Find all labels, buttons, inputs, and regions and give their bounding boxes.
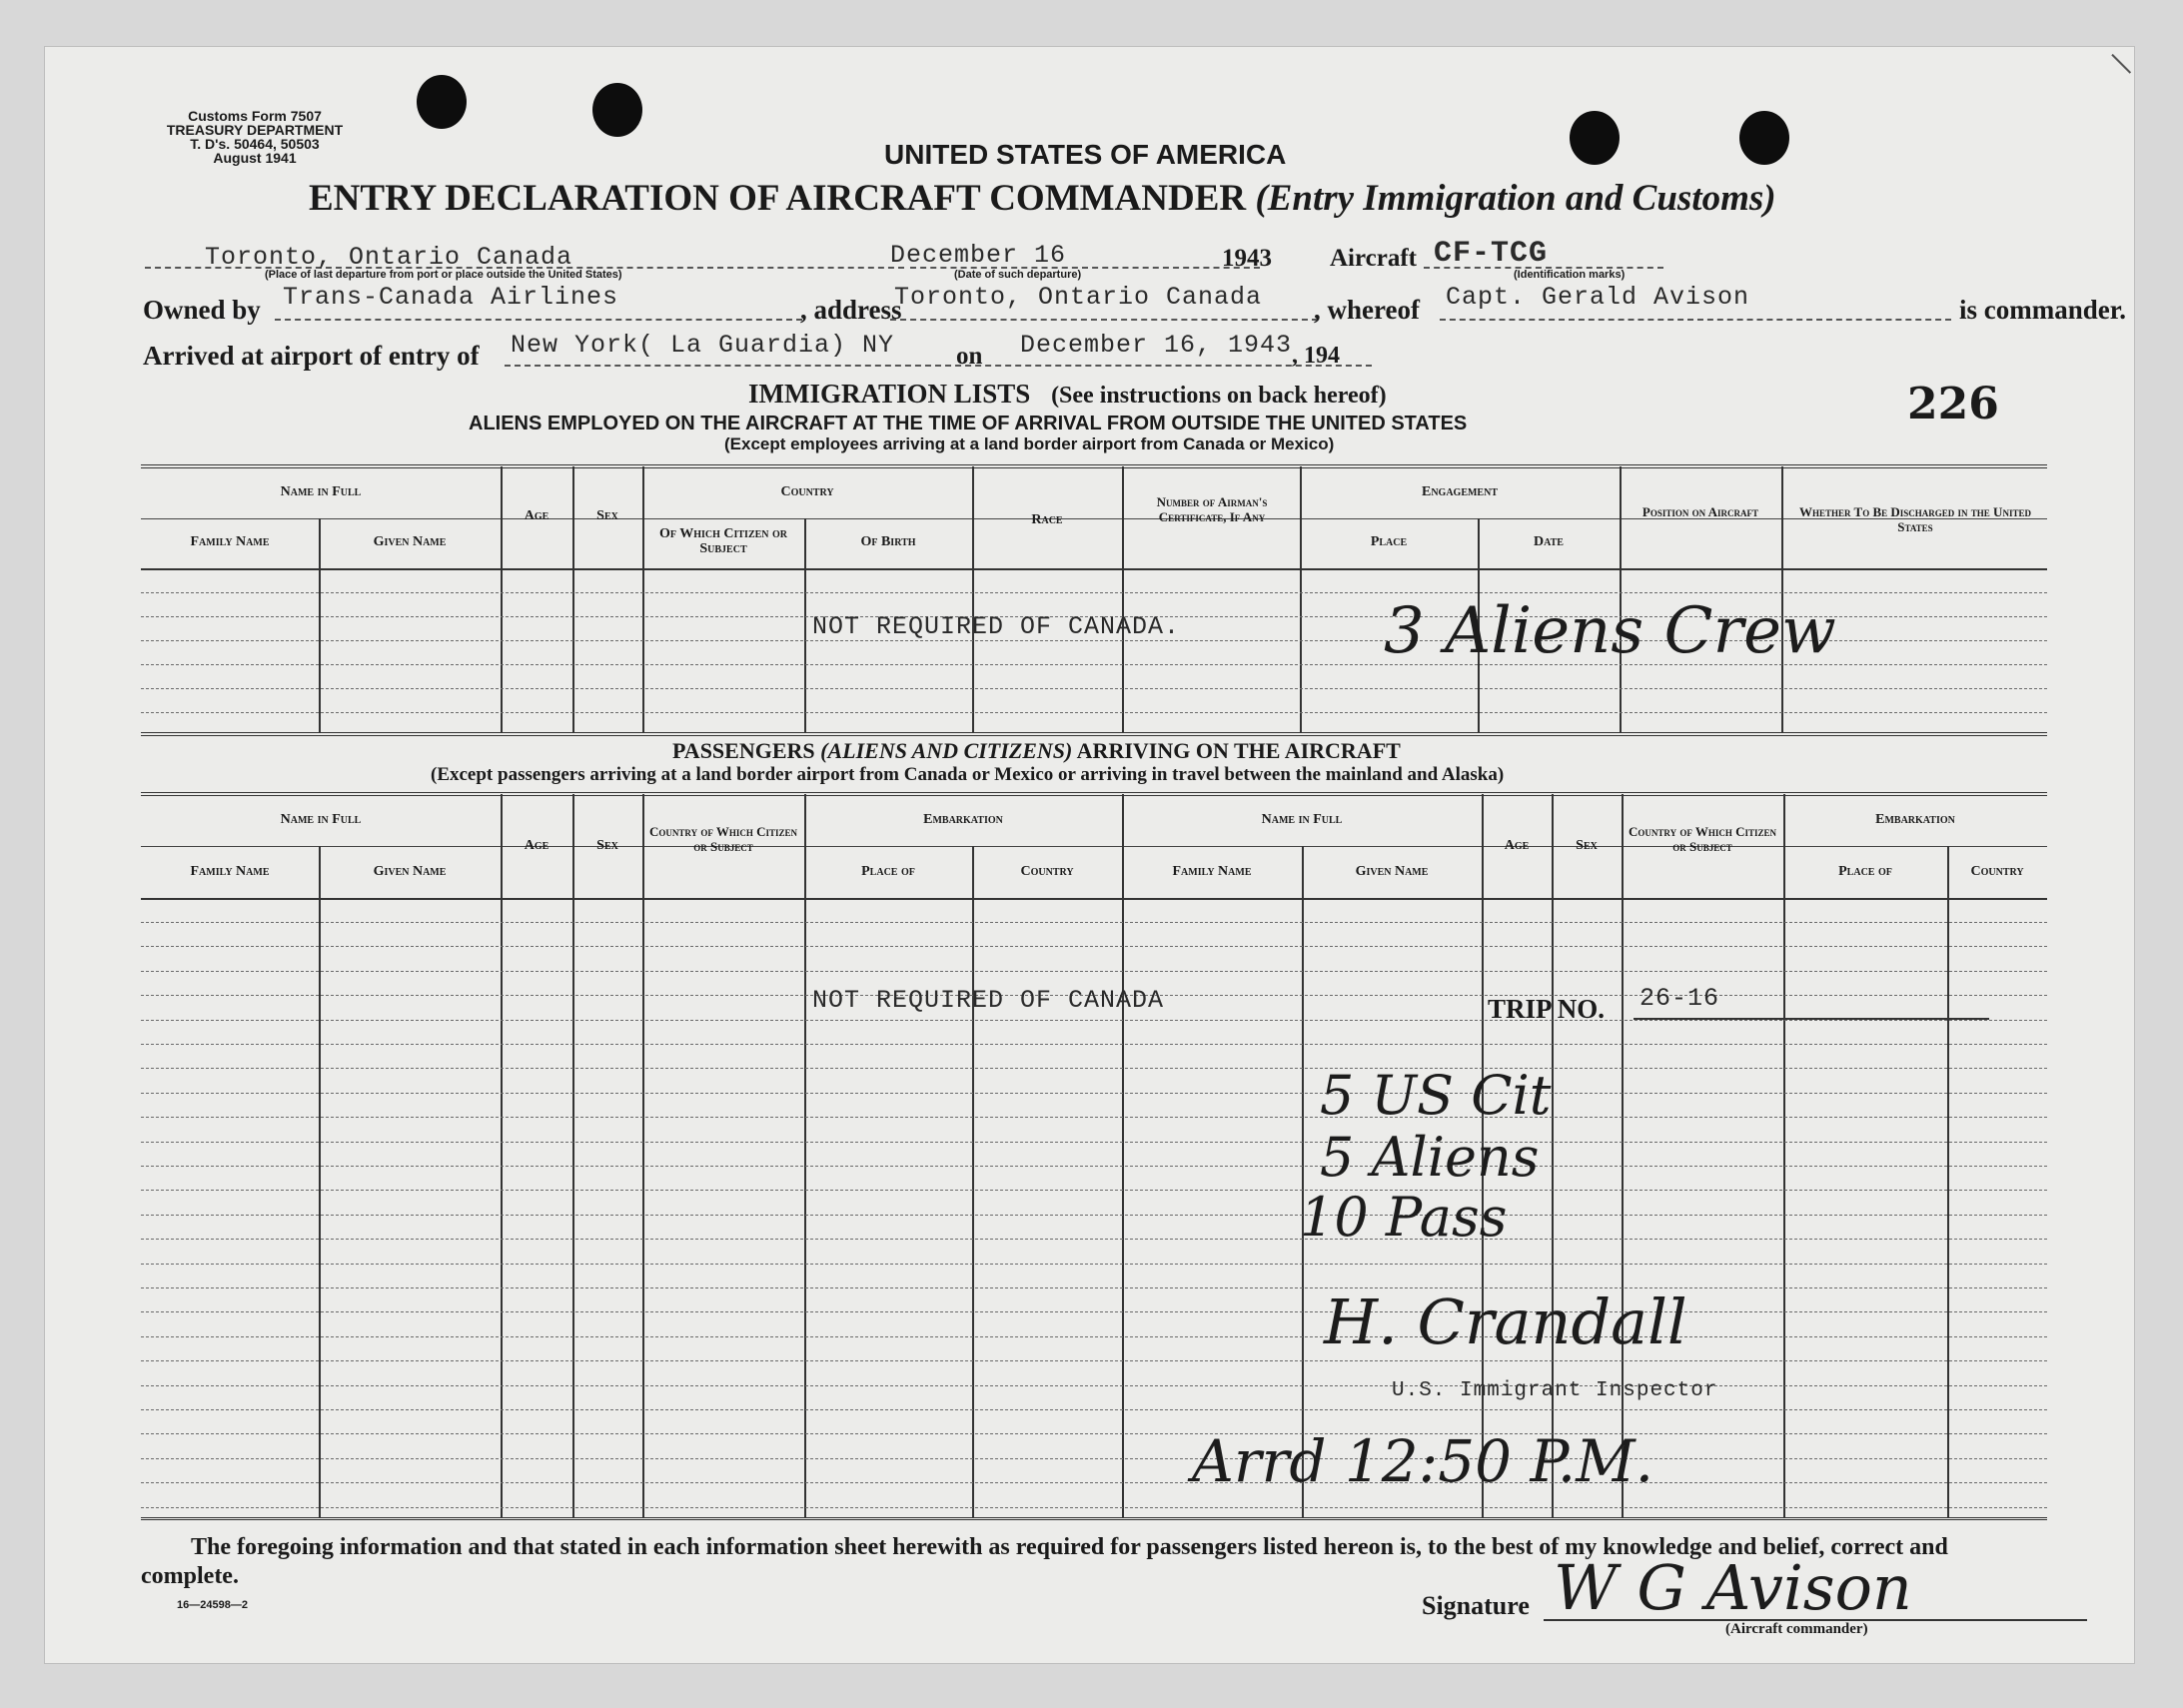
- form-meta: [135, 109, 375, 165]
- row-rule: [141, 1482, 2047, 1483]
- aliens-given-name: Given Name: [373, 534, 447, 549]
- pass-age-2: Age: [1504, 838, 1530, 853]
- immigration-title: IMMIGRATION LISTS: [748, 379, 1031, 409]
- punch-hole: [417, 75, 467, 129]
- passengers-heading-b: (ALIENS AND CITIZENS): [820, 738, 1073, 763]
- row-rule: [141, 1166, 2047, 1167]
- hand-us-citizens: 5 US Cit: [1320, 1064, 1552, 1127]
- arrival-airport: New York( La Guardia) NY: [511, 331, 895, 360]
- aliens-engagement: Engagement: [1421, 484, 1498, 499]
- inspector-caption: U.S. Immigrant Inspector: [1392, 1379, 1718, 1402]
- owned-by-label: Owned by: [143, 295, 261, 325]
- pass-country-citizen-2: Country of Which Citizen or Subject: [1629, 824, 1776, 854]
- trip-label: TRIP NO.: [1488, 994, 1606, 1024]
- punch-hole: [1739, 111, 1789, 165]
- aliens-family-name: Family Name: [190, 534, 270, 549]
- row-rule: [141, 1385, 2047, 1386]
- hand-passengers: 10 Pass: [1300, 1186, 1508, 1249]
- pass-country: Country: [1020, 864, 1074, 879]
- trip-number: 26-16: [1639, 984, 1720, 1013]
- aliens-age: Age: [524, 508, 549, 523]
- row-rule: [141, 1142, 2047, 1143]
- inspector-signature: H. Crandall: [1324, 1285, 1687, 1358]
- punch-hole: [592, 83, 642, 137]
- trip-underline: [1634, 1018, 1989, 1020]
- passengers-heading-a: PASSENGERS: [672, 738, 815, 763]
- row-rule: [141, 688, 2047, 689]
- row-rule: [141, 1093, 2047, 1094]
- pass-country-citizen: Country of Which Citizen or Subject: [649, 824, 797, 854]
- row-rule: [141, 1239, 2047, 1240]
- row-rule: [141, 1117, 2047, 1118]
- commander-signature: W G Avison: [1554, 1551, 1912, 1624]
- aliens-position: Position on Aircraft: [1641, 504, 1759, 519]
- aliens-table-top: [141, 464, 2047, 468]
- country-heading: UNITED STATES OF AMERICA: [884, 139, 1287, 170]
- aircraft-label: Aircraft: [1330, 245, 1417, 272]
- form-code: 16—24598—2: [177, 1599, 248, 1611]
- aliens-country: Country: [780, 484, 834, 499]
- row-rule: [141, 922, 2047, 923]
- departure-place-caption: (Place of last departure from port or place outside the United States): [265, 269, 622, 281]
- row-rule: [141, 1360, 2047, 1361]
- arrival-dash: [505, 365, 1372, 367]
- corner-fold: [2093, 54, 2131, 92]
- pass-place-of: Place of: [861, 864, 915, 879]
- aliens-name-in-full: Name in Full: [280, 484, 362, 499]
- signature-caption: (Aircraft commander): [1725, 1621, 1868, 1637]
- row-rule: [141, 1287, 2047, 1288]
- col-line: [501, 466, 503, 732]
- col-line: [804, 518, 806, 732]
- col-line: [1122, 466, 1124, 732]
- department: TREASURY DEPARTMENT: [166, 122, 344, 138]
- aircraft-id: CF-TCG: [1434, 237, 1549, 271]
- immigration-note: (See instructions on back hereof): [1051, 383, 1387, 409]
- aliens-table-bottom: [141, 732, 2047, 736]
- col-line: [1300, 466, 1302, 732]
- passengers-header-bottom: [141, 898, 2047, 900]
- owner-name: Trans-Canada Airlines: [283, 283, 619, 312]
- aliens-airman-cert: Number of Airman's Certificate, If Any: [1156, 494, 1268, 524]
- pass-sex-2: Sex: [1576, 838, 1598, 853]
- whereof-label: , whereof: [1314, 295, 1420, 325]
- pass-embarkation: Embarkation: [923, 812, 1003, 827]
- pass-sex: Sex: [596, 838, 618, 853]
- row-rule: [141, 971, 2047, 972]
- passengers-table-top: [141, 792, 2047, 796]
- address-label: , address: [800, 295, 902, 325]
- hand-arrival-time: Arrd 12:50 P.M.: [1192, 1427, 1654, 1495]
- col-line: [572, 466, 574, 732]
- pass-embarkation-2: Embarkation: [1875, 812, 1955, 827]
- immigration-heading: [748, 379, 1387, 410]
- aliens-race: Race: [1031, 512, 1063, 527]
- aliens-handwritten: 3 Aliens Crew: [1384, 594, 1836, 668]
- passengers-table-bottom: [141, 1517, 2047, 1520]
- pass-name-in-full-2: Name in Full: [1261, 812, 1343, 827]
- pass-place-of-2: Place of: [1838, 864, 1892, 879]
- aliens-note: (Except employees arriving at a land border airport from Canada or Mexico): [724, 434, 1335, 453]
- col-line: [642, 466, 644, 732]
- row-rule: [141, 1458, 2047, 1459]
- departure-place: Toronto, Ontario Canada: [205, 243, 573, 272]
- pass-age: Age: [524, 838, 549, 853]
- title-paren: (Entry Immigration and Customs): [1255, 178, 1776, 219]
- aliens-discharged: Whether To Be Discharged in the United States: [1799, 504, 2031, 534]
- aliens-header-bottom: [141, 568, 2047, 570]
- arrived-label: Arrived at airport of entry of: [143, 341, 480, 371]
- document-sheet: [44, 46, 2135, 1664]
- row-rule: [141, 1433, 2047, 1434]
- row-rule: [141, 1068, 2047, 1069]
- row-rule: [141, 1336, 2047, 1337]
- pass-name-in-full: Name in Full: [280, 812, 362, 827]
- row-rule: [141, 592, 2047, 593]
- td-numbers: T. D's. 50464, 50503: [190, 136, 320, 152]
- row-rule: [141, 712, 2047, 713]
- aliens-of-birth: Of Birth: [860, 534, 916, 549]
- owned-dash: [275, 319, 802, 321]
- departure-date: December 16: [890, 241, 1067, 270]
- on-label: on: [956, 343, 983, 370]
- passengers-heading: [672, 738, 1401, 764]
- row-rule: [141, 1409, 2047, 1410]
- row-rule: [141, 1311, 2047, 1312]
- row-rule: [141, 1507, 2047, 1508]
- arrival-date: December 16, 1943: [1020, 331, 1293, 360]
- pass-family-name: Family Name: [190, 864, 270, 879]
- aliens-date: Date: [1534, 534, 1564, 549]
- departure-date-caption: (Date of such departure): [954, 269, 1082, 281]
- commander-dash: [1440, 319, 1951, 321]
- list-number: 226: [1907, 379, 1999, 429]
- pass-given-name: Given Name: [373, 864, 447, 879]
- row-rule: [141, 1044, 2047, 1045]
- title-main: ENTRY DECLARATION OF AIRCRAFT COMMANDER: [309, 178, 1247, 219]
- signature-label: Signature: [1422, 1591, 1530, 1620]
- row-rule: [141, 946, 2047, 947]
- aliens-citizen-of: Of Which Citizen or Subject: [658, 526, 788, 556]
- passengers-note: (Except passengers arriving at a land border airport from Canada or Mexico or arriving in travel between the mainland and Alaska): [431, 764, 1505, 785]
- aliens-place: Place: [1370, 534, 1408, 549]
- pass-given-name-2: Given Name: [1355, 864, 1429, 879]
- row-rule: [141, 1264, 2047, 1265]
- is-commander-label: is commander.: [1959, 295, 2126, 325]
- departure-year: 1943: [1222, 245, 1272, 272]
- punch-hole: [1570, 111, 1620, 165]
- declaration-text: The foregoing information and that stated in each information sheet herewith as required for passengers listed hereon is, to the best of my knowledge and belief, correct and complete.: [141, 1534, 1948, 1589]
- row-rule: [141, 1215, 2047, 1216]
- passengers-heading-c: ARRIVING ON THE AIRCRAFT: [1076, 738, 1401, 763]
- arrival-year-suffix: , 194: [1292, 343, 1340, 369]
- aliens-sex: Sex: [596, 508, 618, 523]
- aliens-typed-note: NOT REQUIRED OF CANADA.: [812, 612, 1181, 641]
- col-line: [972, 466, 974, 732]
- hand-aliens: 5 Aliens: [1320, 1126, 1540, 1189]
- col-line: [319, 518, 321, 732]
- address-dash: [890, 319, 1318, 321]
- aircraft-caption: (Identification marks): [1514, 269, 1626, 281]
- row-rule: [141, 1190, 2047, 1191]
- pass-typed-note: NOT REQUIRED OF CANADA: [812, 986, 1165, 1015]
- aliens-heading: ALIENS EMPLOYED ON THE AIRCRAFT AT THE TIME OF ARRIVAL FROM OUTSIDE THE UNITED STATES: [469, 413, 1468, 434]
- pass-country-2: Country: [1970, 864, 2024, 879]
- commander-name: Capt. Gerald Avison: [1446, 283, 1750, 312]
- pass-family-name-2: Family Name: [1172, 864, 1252, 879]
- form-date: August 1941: [213, 150, 297, 166]
- owner-address: Toronto, Ontario Canada: [894, 283, 1263, 312]
- form-title: [309, 177, 1776, 220]
- customs-form-number: Customs Form 7507: [188, 108, 322, 124]
